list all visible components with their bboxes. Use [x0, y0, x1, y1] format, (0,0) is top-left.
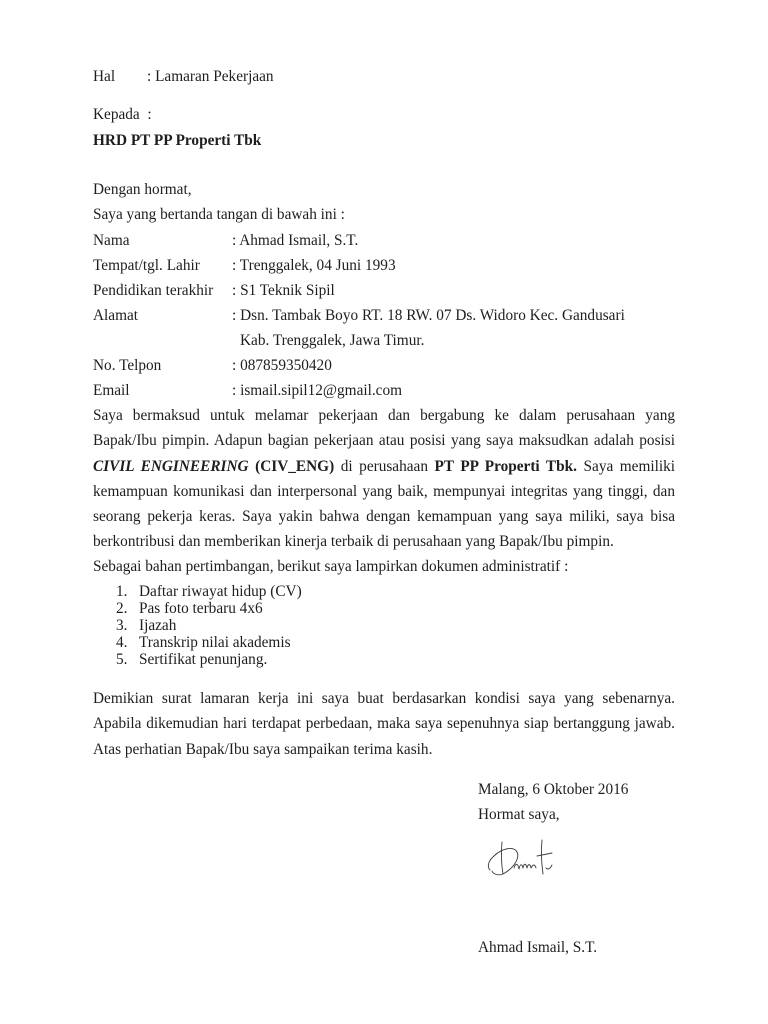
signer-name: Ahmad Ismail, S.T. — [478, 939, 598, 956]
list-item-number: 4. — [116, 634, 128, 651]
place-date: Malang, 6 Oktober 2016 — [478, 781, 629, 798]
identity-value-email: : ismail.sipil12@gmail.com — [232, 382, 403, 399]
position-code: (CIV_ENG) — [255, 458, 335, 475]
identity-label-education: Pendidikan terakhir — [93, 282, 214, 299]
identity-value-name: : Ahmad Ismail, S.T. — [232, 232, 359, 249]
body-line: Bapak/Ibu pimpin. Adapun bagian pekerjaan atau posisi yang saya maksudkan adalah posisi — [93, 432, 675, 449]
list-item: Daftar riwayat hidup (CV) — [139, 583, 302, 600]
list-item: Sertifikat penunjang. — [139, 651, 268, 668]
list-item: Pas foto terbaru 4x6 — [139, 600, 263, 617]
body-text: Saya memiliki — [583, 458, 676, 475]
body-line: kemampuan komunikasi dan interpersonal yang baik, mempunyai integritas yang tinggi, dan — [93, 483, 675, 500]
company-name: PT PP Properti Tbk. — [434, 458, 577, 475]
closing-line: Demikian surat lamaran kerja ini saya buat berdasarkan kondisi saya yang sebenarnya. — [93, 690, 675, 707]
recipient-label: Kepada : — [93, 106, 152, 123]
body-text: di perusahaan — [340, 458, 428, 475]
greeting: Dengan hormat, — [93, 181, 192, 198]
list-item: Ijazah — [139, 617, 177, 634]
closing-line: Apabila dikemudian hari terdapat perbedaan, maka saya sepenuhnya siap bertanggung jawab. — [93, 715, 675, 732]
list-item-number: 5. — [116, 651, 128, 668]
subject-value: : Lamaran Pekerjaan — [147, 68, 274, 85]
intro-sentence: Saya yang bertanda tangan di bawah ini : — [93, 206, 345, 223]
salutation: Hormat saya, — [478, 806, 560, 823]
subject-label: Hal — [93, 68, 116, 85]
list-item-number: 3. — [116, 617, 128, 634]
list-item: Transkrip nilai akademis — [139, 634, 291, 651]
identity-label-birth: Tempat/tgl. Lahir — [93, 257, 200, 274]
list-item-number: 1. — [116, 583, 128, 600]
attachments-intro: Sebagai bahan pertimbangan, berikut saya lampirkan dokumen administratif : — [93, 558, 569, 575]
recipient-name: HRD PT PP Properti Tbk — [93, 132, 262, 149]
identity-value-address: : Dsn. Tambak Boyo RT. 18 RW. 07 Ds. Widoro Kec. Gandusari — [232, 307, 625, 324]
identity-label-email: Email — [93, 382, 130, 399]
identity-label-address: Alamat — [93, 307, 139, 324]
identity-value-address-continued: Kab. Trenggalek, Jawa Timur. — [240, 332, 425, 349]
handwritten-signature — [484, 834, 564, 884]
body-line: berkontribusi dan memberikan kinerja terbaik di perusahaan yang Bapak/Ibu pimpin. — [93, 533, 614, 550]
identity-value-birth: : Trenggalek, 04 Juni 1993 — [232, 257, 396, 274]
position-name: CIVIL ENGINEERING — [93, 458, 249, 475]
body-line: Saya bermaksud untuk melamar pekerjaan dan bergabung ke dalam perusahaan yang — [93, 407, 675, 424]
body-line-position — [93, 458, 675, 476]
closing-line: Atas perhatian Bapak/Ibu saya sampaikan terima kasih. — [93, 741, 433, 758]
identity-value-phone: : 087859350420 — [232, 357, 332, 374]
identity-value-education: : S1 Teknik Sipil — [232, 282, 335, 299]
identity-label-name: Nama — [93, 232, 130, 249]
body-line: seorang pekerja keras. Saya yakin bahwa dengan kemampuan yang saya miliki, saya bisa — [93, 508, 675, 525]
list-item-number: 2. — [116, 600, 128, 617]
identity-label-phone: No. Telpon — [93, 357, 162, 374]
